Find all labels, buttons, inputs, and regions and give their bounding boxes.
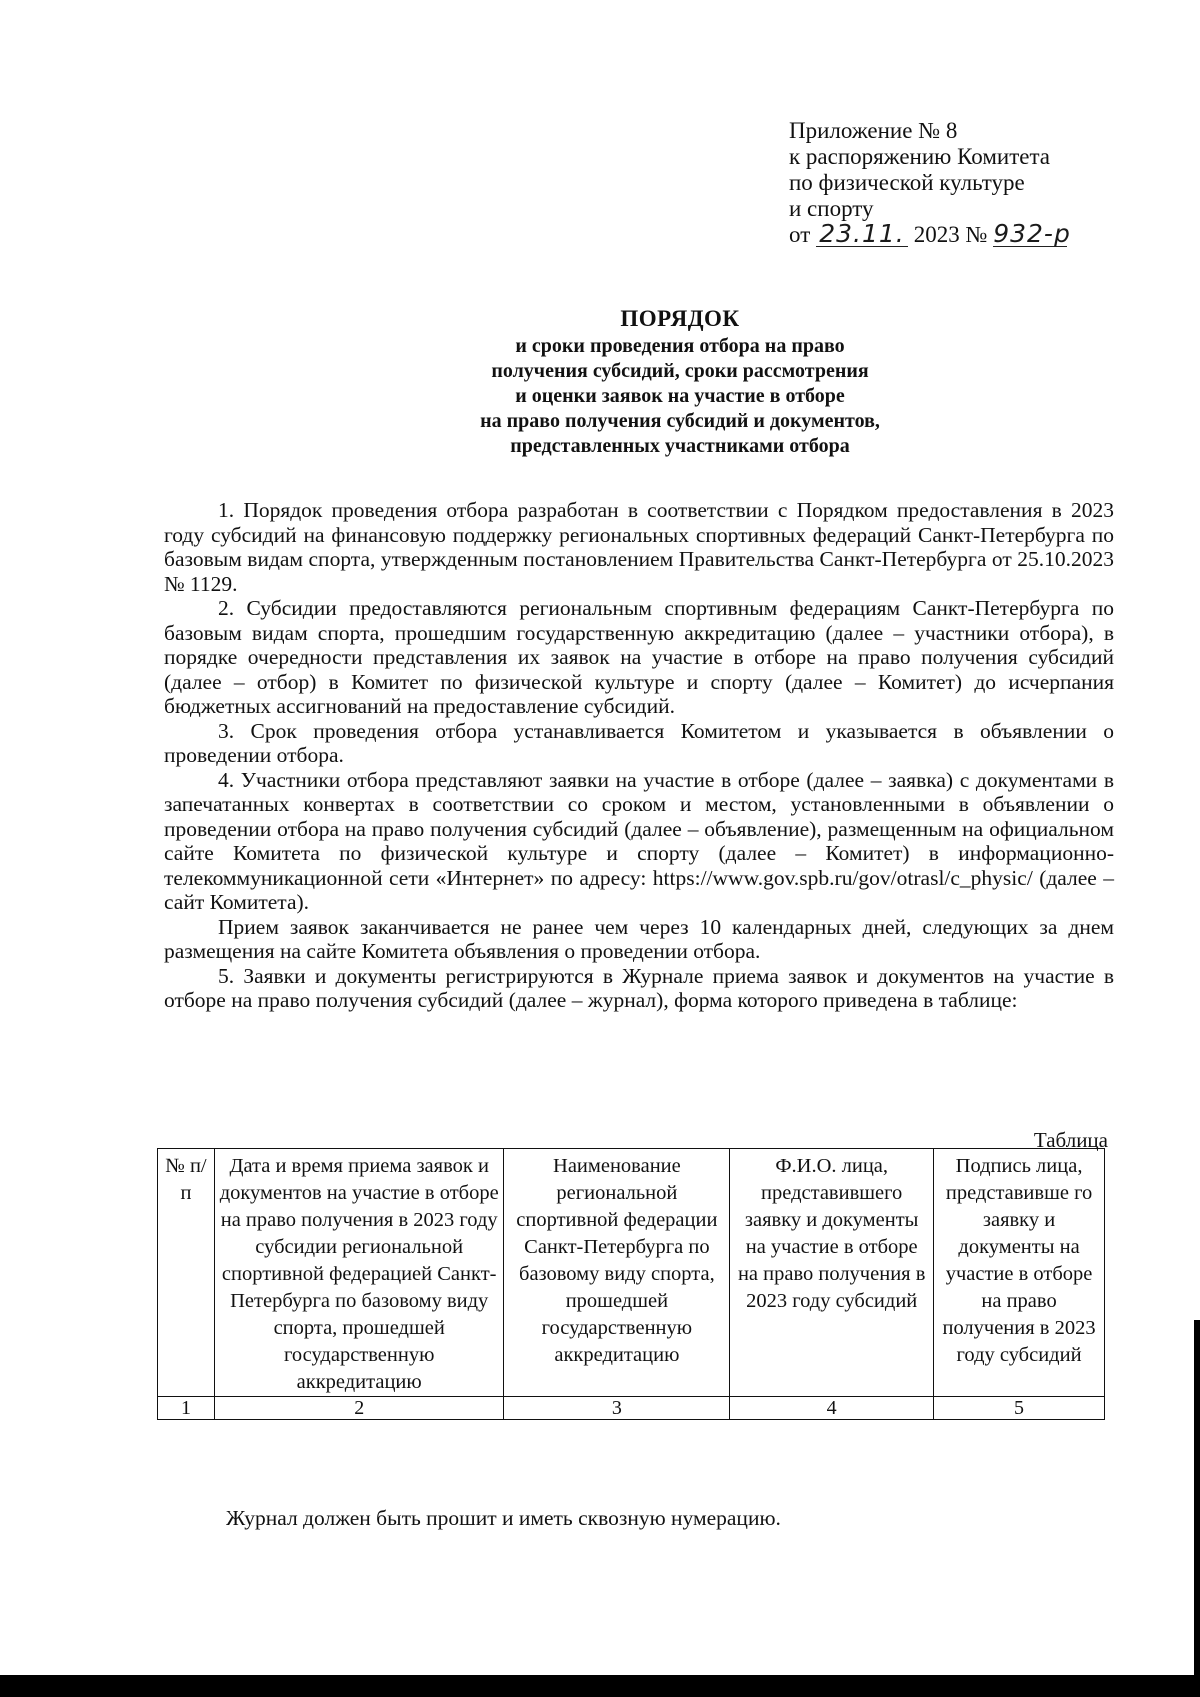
- header-fullname: Ф.И.О. лица, представившего заявку и документы на участие в отборе на право получения в 2023 году субсидий: [730, 1149, 934, 1397]
- paragraph-4-continued: Прием заявок заканчивается не ранее чем через 10 календарных дней, следующих за днем размещения на сайте Комитета объявления о проведении отбора.: [164, 914, 1114, 963]
- title-main: ПОРЯДОК: [620, 306, 740, 331]
- appendix-block: [789, 118, 1149, 248]
- column-number-cell: 3: [504, 1397, 730, 1420]
- header-number: № п/п: [158, 1149, 215, 1397]
- appendix-line-3: по физической культуре: [789, 170, 1025, 195]
- header-federation: Наименование региональной спортивной федерации Санкт-Петербурга по базовому виду спорта, прошедшей государственную аккредитацию: [504, 1149, 730, 1397]
- column-number-cell: 1: [158, 1397, 215, 1420]
- date-prefix: от: [789, 222, 811, 247]
- title-line: получения субсидий, сроки рассмотрения: [491, 360, 869, 382]
- header-datetime: Дата и время приема заявок и документов на участие в отборе на право получения в 2023 году субсидии региональной спортивной федерацией Санкт-Петербурга по базовому виду спорта, прошедшей государственную аккредитацию: [214, 1149, 504, 1397]
- appendix-line-2: к распоряжению Комитета: [789, 144, 1050, 169]
- journal-form-table: [157, 1148, 1105, 1420]
- title-line: представленных участниками отбора: [510, 435, 850, 457]
- footer-note: Журнал должен быть прошит и иметь сквозную нумерацию.: [226, 1506, 781, 1530]
- handwritten-date: 23.11.: [819, 219, 905, 248]
- scan-side-border: [1194, 1320, 1200, 1697]
- number-field: [993, 219, 1071, 248]
- appendix-line-4: и спорту: [789, 196, 874, 221]
- title-line: и оценки заявок на участие в отборе: [515, 385, 845, 407]
- table-caption: Таблица: [1033, 1128, 1108, 1152]
- column-number-cell: 4: [730, 1397, 934, 1420]
- header-signature: Подпись лица, представивше го заявку и документы на участие в отборе на право получения в 2023 году субсидий: [934, 1149, 1105, 1397]
- table-header-row: [158, 1149, 1105, 1397]
- handwritten-number: 932-р: [993, 219, 1071, 248]
- scan-border: [0, 1675, 1200, 1697]
- paragraph-2: 2. Субсидии предоставляются региональным спортивным федерациям Санкт-Петербурга по базовым видам спорта, прошедшим государственную аккредитацию (далее – участники отбора), в порядке очередности представления их заявок на участие в отборе на право получения субсидий (далее – отбор) в Комитет по физической культуре и спорту (далее – Комитет) до исчерпания бюджетных ассигнований на предоставление субсидий.: [164, 596, 1114, 718]
- title-line: на право получения субсидий и документов,: [480, 410, 880, 432]
- document-body: [164, 498, 1114, 1013]
- appendix-date-line: [789, 219, 1149, 248]
- year-text: 2023 №: [913, 222, 988, 247]
- title-line: и сроки проведения отбора на право: [515, 335, 845, 357]
- paragraph-4: 4. Участники отбора представляют заявки на участие в отборе (далее – заявка) с документами в запечатанных конвертах в соответствии со сроком и местом, установленными в объявлении о проведении отбора на право получения субсидий (далее – объявление), размещенным на официальном сайте Комитета по физической культуре и спорту (далее – Комитет) в информационно-телекоммуникационной сети «Интернет» по адресу: https://www.gov.spb.ru/gov/otrasl/c_physic/ (далее – сайт Комитета).: [164, 767, 1114, 914]
- paragraph-5: 5. Заявки и документы регистрируются в Журнале приема заявок и документов на участие в отборе на право получения субсидий (далее – журнал), форма которого приведена в таблице:: [164, 963, 1114, 1012]
- date-field: [816, 219, 908, 248]
- table-row: [158, 1397, 1105, 1420]
- column-number-cell: 2: [214, 1397, 504, 1420]
- paragraph-3: 3. Срок проведения отбора устанавливается Комитетом и указывается в объявлении о проведении отбора.: [164, 718, 1114, 767]
- column-number-cell: 5: [934, 1397, 1105, 1420]
- paragraph-1: 1. Порядок проведения отбора разработан в соответствии с Порядком предоставления в 2023 году субсидий на финансовую поддержку региональных спортивных федераций Санкт-Петербурга по базовым видам спорта, утвержденным постановлением Правительства Санкт-Петербурга от 25.10.2023 № 1129.: [164, 498, 1114, 596]
- document-title: [300, 304, 1060, 459]
- appendix-line-1: Приложение № 8: [789, 118, 958, 143]
